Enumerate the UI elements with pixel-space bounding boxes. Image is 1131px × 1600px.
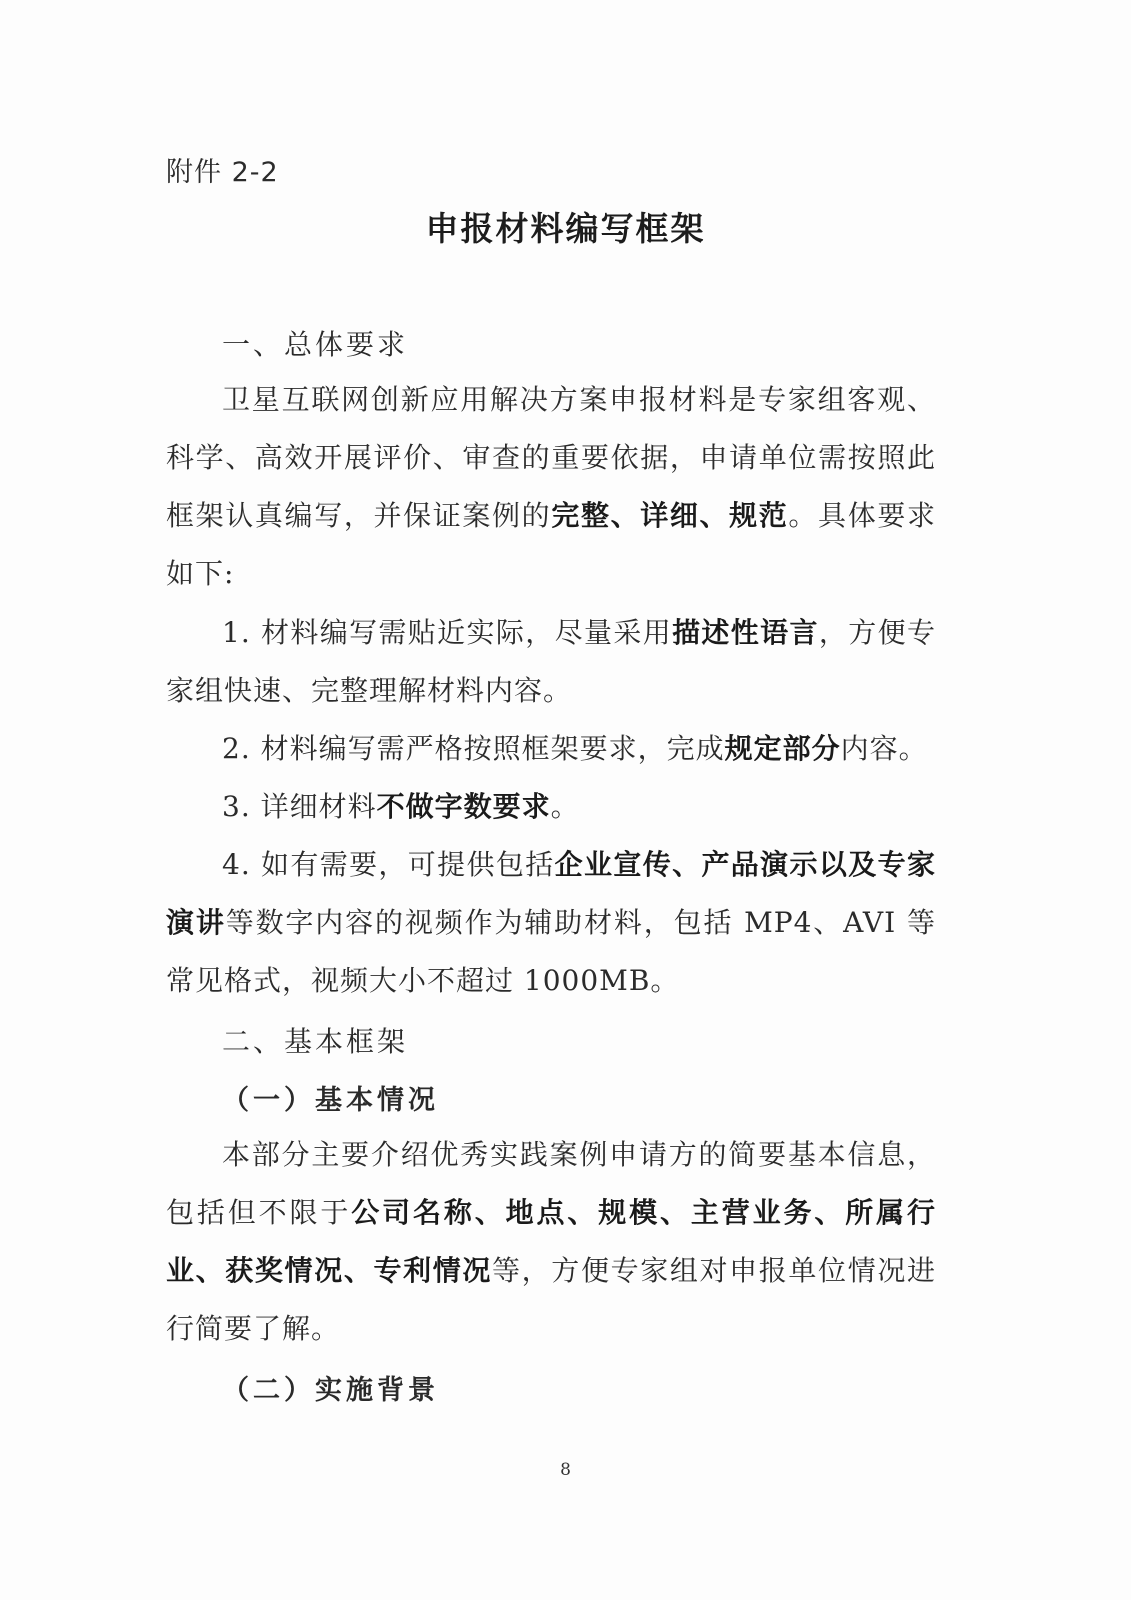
paragraph-item-3 [166, 778, 936, 836]
section-heading-general-requirements: 一、总体要求 [222, 328, 409, 361]
item-2-text: 2. 材料编写需严格按照框架要求，完成 [222, 732, 725, 765]
item-4-emphasis: 企业宣传、产品演示以及专家演讲 [166, 848, 936, 939]
subsection-heading-basic-info: （一）基本情况 [222, 1085, 439, 1116]
intro-text-end: 。具体要求如下: [166, 499, 936, 590]
item-1-text-end: ，方便专家组快速、完整理解材料内容。 [166, 616, 936, 707]
section-heading-basic-framework: 二、基本框架 [222, 1025, 409, 1058]
basic-info-text-end: 等，方便专家组对申报单位情况进行简要了解。 [166, 1254, 936, 1345]
item-2-emphasis: 规定部分 [724, 732, 841, 765]
item-1-emphasis: 描述性语言 [672, 616, 819, 649]
paragraph-intro [166, 371, 936, 603]
basic-info-emphasis: 公司名称、地点、规模、主营业务、所属行业、获奖情况、专利情况 [166, 1196, 936, 1287]
item-4-text: 4. 如有需要，可提供包括 [222, 848, 555, 881]
document-title: 申报材料编写框架 [425, 209, 706, 248]
item-3-text-end: 。 [550, 790, 580, 823]
item-4-text-end: 等数字内容的视频作为辅助材料，包括 MP4、AVI 等常见格式，视频大小不超过 1000MB。 [166, 906, 936, 997]
page-number: 8 [560, 1460, 571, 1480]
subsection-heading-background: （二）实施背景 [222, 1375, 439, 1406]
item-3-text: 3. 详细材料 [222, 790, 377, 823]
basic-info-text: 本部分主要介绍优秀实践案例申请方的简要基本信息，包括但不限于 [166, 1138, 936, 1229]
paragraph-item-1 [166, 604, 936, 720]
paragraph-basic-info [166, 1126, 936, 1358]
intro-text: 卫星互联网创新应用解决方案申报材料是专家组客观、科学、高效开展评价、审查的重要依据，申请单位需按照此框架认真编写，并保证案例的 [166, 383, 936, 532]
intro-emphasis: 完整、详细、规范 [551, 499, 789, 532]
item-2-text-end: 内容。 [840, 732, 928, 765]
item-1-text: 1. 材料编写需贴近实际，尽量采用 [222, 616, 673, 649]
item-3-emphasis: 不做字数要求 [376, 790, 551, 823]
attachment-label: 附件 2-2 [166, 157, 279, 188]
paragraph-item-4 [166, 836, 936, 1010]
paragraph-item-2 [166, 720, 936, 778]
